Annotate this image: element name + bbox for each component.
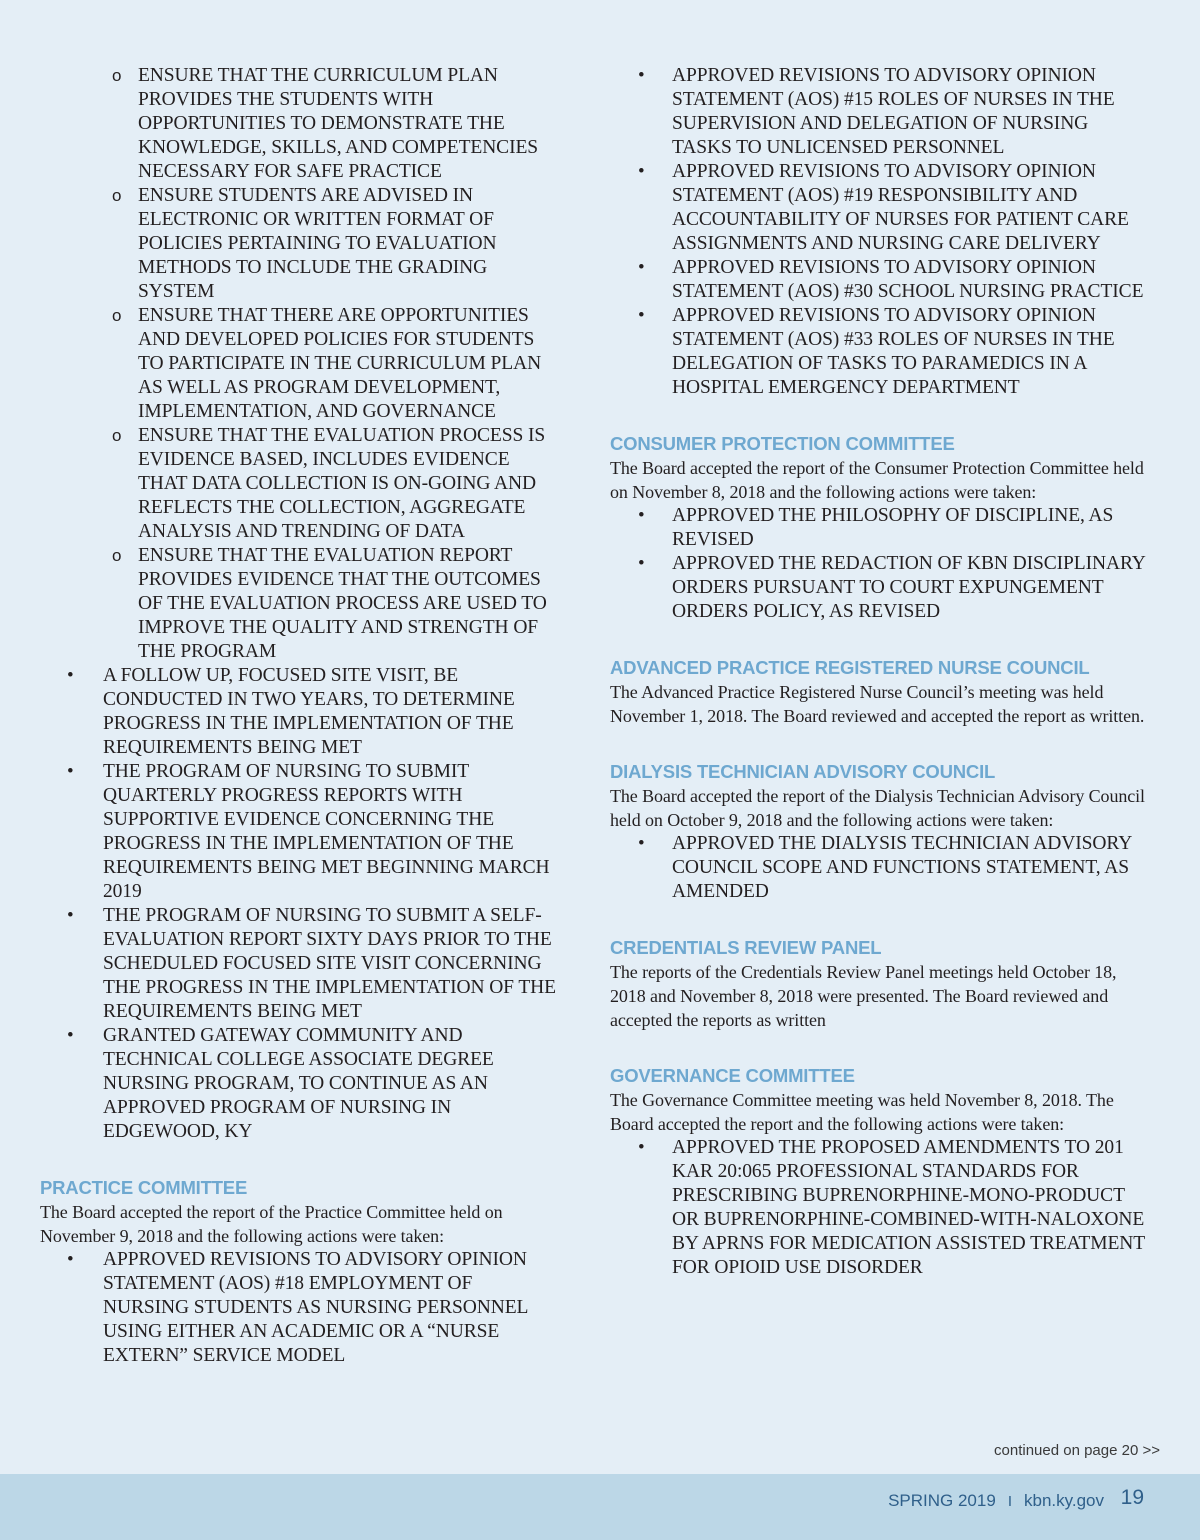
practice-committee-section — [40, 1176, 560, 1368]
list-item: • APPROVED REVISIONS TO ADVISORY OPINION STATEMENT (AOS) #19 RESPONSIBILITY AND ACCOUNTABILITY OF NURSES FOR PATIENT CARE ASSIGNMENTS AND NURSING CARE DELIVERY — [638, 161, 1129, 254]
circle-bullet-icon: o — [112, 546, 122, 565]
list-item: • APPROVED THE PROPOSED AMENDMENTS TO 201 KAR 20:065 PROFESSIONAL STANDARDS FOR PRESCRIBING BUPRENORPHINE-MONO-PRODUCT OR BUPRENORPHINE-COMBINED-WITH-NALOXONE BY APRNS FOR MEDICATION ASSISTED TREATMENT FOR OPIOID USE DISORDER — [638, 1137, 1145, 1278]
circle-bullet-icon: o — [112, 66, 122, 85]
bullet-icon: • — [638, 161, 645, 182]
list-item: • THE PROGRAM OF NURSING TO SUBMIT QUARTERLY PROGRESS REPORTS WITH SUPPORTIVE EVIDENCE CONCERNING THE PROGRESS IN THE IMPLEMENTATION OF THE REQUIREMENTS BEING MET BEGINNING MARCH 2019 — [67, 761, 550, 902]
section-text: The Governance Committee meeting was held November 8, 2018. The Board accepted the report and the following actions were taken: — [610, 1090, 1114, 1134]
circle-bullet-icon: o — [112, 186, 122, 205]
list-item: • GRANTED GATEWAY COMMUNITY AND TECHNICAL COLLEGE ASSOCIATE DEGREE NURSING PROGRAM, TO CONTINUE AS AN APPROVED PROGRAM OF NURSING IN EDGEWOOD, KY — [67, 1025, 494, 1142]
footer-info — [888, 1490, 1142, 1513]
circle-bullet-icon: o — [112, 306, 122, 325]
bullet-icon: • — [638, 553, 645, 574]
section-text: The Advanced Practice Registered Nurse Council’s meeting was held November 1, 2018. The Board reviewed and accepted the report as written. — [610, 682, 1145, 726]
list-item: • APPROVED THE REDACTION OF KBN DISCIPLINARY ORDERS PURSUANT TO COURT EXPUNGEMENT ORDERS POLICY, AS REVISED — [638, 553, 1146, 622]
action-list — [610, 504, 1150, 624]
list-item: o ENSURE THAT THE CURRICULUM PLAN PROVIDES THE STUDENTS WITH OPPORTUNITIES TO DEMONSTRATE THE KNOWLEDGE, SKILLS, AND COMPETENCIES NECESSARY FOR SAFE PRACTICE — [112, 65, 539, 182]
action-list — [40, 664, 560, 1144]
action-list — [40, 1248, 560, 1368]
section-heading: GOVERNANCE COMMITTEE — [610, 1065, 855, 1086]
section-heading: ADVANCED PRACTICE REGISTERED NURSE COUNCIL — [610, 657, 1090, 678]
credentials-panel-section — [610, 936, 1150, 1032]
section-text: The reports of the Credentials Review Panel meetings held October 18, 2018 and November 8, 2018 were presented. The Board reviewed and accepted the reports as written — [610, 962, 1117, 1030]
list-item: • A FOLLOW UP, FOCUSED SITE VISIT, BE CONDUCTED IN TWO YEARS, TO DETERMINE PROGRESS IN THE IMPLEMENTATION OF THE REQUIREMENTS BEING MET — [67, 665, 515, 758]
footer-separator: I — [1007, 1493, 1012, 1510]
list-item: o ENSURE THAT THE EVALUATION REPORT PROVIDES EVIDENCE THAT THE OUTCOMES OF THE EVALUATION PROCESS ARE USED TO IMPROVE THE QUALITY AND STRENGTH OF THE PROGRAM — [112, 545, 547, 662]
bullet-icon: • — [638, 65, 645, 86]
list-item: • APPROVED REVISIONS TO ADVISORY OPINION STATEMENT (AOS) #18 EMPLOYMENT OF NURSING STUDENTS AS NURSING PERSONNEL USING EITHER AN ACADEMIC OR A “NURSE EXTERN” SERVICE MODEL — [67, 1249, 528, 1366]
bullet-icon: • — [638, 833, 645, 854]
list-item: • APPROVED THE PHILOSOPHY OF DISCIPLINE, AS REVISED — [638, 505, 1114, 550]
action-list — [610, 832, 1150, 904]
bullet-icon: • — [638, 1137, 645, 1158]
page-number: 19 — [1120, 1486, 1144, 1509]
section-heading: PRACTICE COMMITTEE — [40, 1177, 248, 1198]
section-heading: CONSUMER PROTECTION COMMITTEE — [610, 433, 955, 454]
sub-requirement-list — [40, 64, 560, 664]
bullet-icon: • — [67, 665, 74, 686]
section-text: The Board accepted the report of the Practice Committee held on November 9, 2018 and the following actions were taken: — [40, 1202, 503, 1246]
issue-label: SPRING 2019 — [888, 1491, 996, 1510]
bullet-icon: • — [638, 505, 645, 526]
list-item: o ENSURE STUDENTS ARE ADVISED IN ELECTRONIC OR WRITTEN FORMAT OF POLICIES PERTAINING TO EVALUATION METHODS TO INCLUDE THE GRADING SYSTEM — [112, 185, 497, 302]
list-item: o ENSURE THAT THE EVALUATION PROCESS IS EVIDENCE BASED, INCLUDES EVIDENCE THAT DATA COLLECTION IS ON-GOING AND REFLECTS THE COLLECTION, AGGREGATE ANALYSIS AND TRENDING OF DATA — [112, 425, 546, 542]
governance-committee-section — [610, 1064, 1150, 1280]
list-item: • APPROVED REVISIONS TO ADVISORY OPINION STATEMENT (AOS) #33 ROLES OF NURSES IN THE DELEGATION OF TASKS TO PARAMEDICS IN A HOSPITAL EMERGENCY DEPARTMENT — [638, 305, 1115, 398]
dialysis-council-section — [610, 760, 1150, 904]
page-footer — [0, 1474, 1200, 1540]
list-item: • APPROVED REVISIONS TO ADVISORY OPINION STATEMENT (AOS) #30 SCHOOL NURSING PRACTICE — [638, 257, 1144, 302]
action-list — [610, 1136, 1150, 1280]
left-column — [40, 64, 560, 1368]
bullet-icon: • — [638, 257, 645, 278]
section-heading: CREDENTIALS REVIEW PANEL — [610, 937, 882, 958]
bullet-icon: • — [67, 1025, 74, 1046]
list-item: • THE PROGRAM OF NURSING TO SUBMIT A SELF-EVALUATION REPORT SIXTY DAYS PRIOR TO THE SCHEDULED FOCUSED SITE VISIT CONCERNING THE PROGRESS IN THE IMPLEMENTATION OF THE REQUIREMENTS BEING MET — [67, 905, 556, 1022]
bullet-icon: • — [67, 761, 74, 782]
section-heading: DIALYSIS TECHNICIAN ADVISORY COUNCIL — [610, 761, 996, 782]
section-text: The Board accepted the report of the Consumer Protection Committee held on November 8, 2018 and the following actions were taken: — [610, 458, 1144, 502]
bullet-icon: • — [67, 1249, 74, 1270]
list-item: • APPROVED THE DIALYSIS TECHNICIAN ADVISORY COUNCIL SCOPE AND FUNCTIONS STATEMENT, AS AMENDED — [638, 833, 1132, 902]
list-item: o ENSURE THAT THERE ARE OPPORTUNITIES AND DEVELOPED POLICIES FOR STUDENTS TO PARTICIPATE IN THE CURRICULUM PLAN AS WELL AS PROGRAM DEVELOPMENT, IMPLEMENTATION, AND GOVERNANCE — [112, 305, 542, 422]
section-text: The Board accepted the report of the Dialysis Technician Advisory Council held on October 9, 2018 and the following actions were taken: — [610, 786, 1145, 830]
site-link[interactable]: kbn.ky.gov — [1023, 1491, 1104, 1510]
circle-bullet-icon: o — [112, 426, 122, 445]
right-column — [610, 64, 1150, 1280]
bullet-icon: • — [67, 905, 74, 926]
bullet-icon: • — [638, 305, 645, 326]
continued-link[interactable]: continued on page 20 >> — [994, 1442, 1160, 1459]
action-list — [610, 64, 1150, 400]
list-item: • APPROVED REVISIONS TO ADVISORY OPINION STATEMENT (AOS) #15 ROLES OF NURSES IN THE SUPERVISION AND DELEGATION OF NURSING TASKS TO UNLICENSED PERSONNEL — [638, 65, 1115, 158]
aprn-council-section — [610, 656, 1150, 728]
consumer-protection-section — [610, 432, 1150, 624]
